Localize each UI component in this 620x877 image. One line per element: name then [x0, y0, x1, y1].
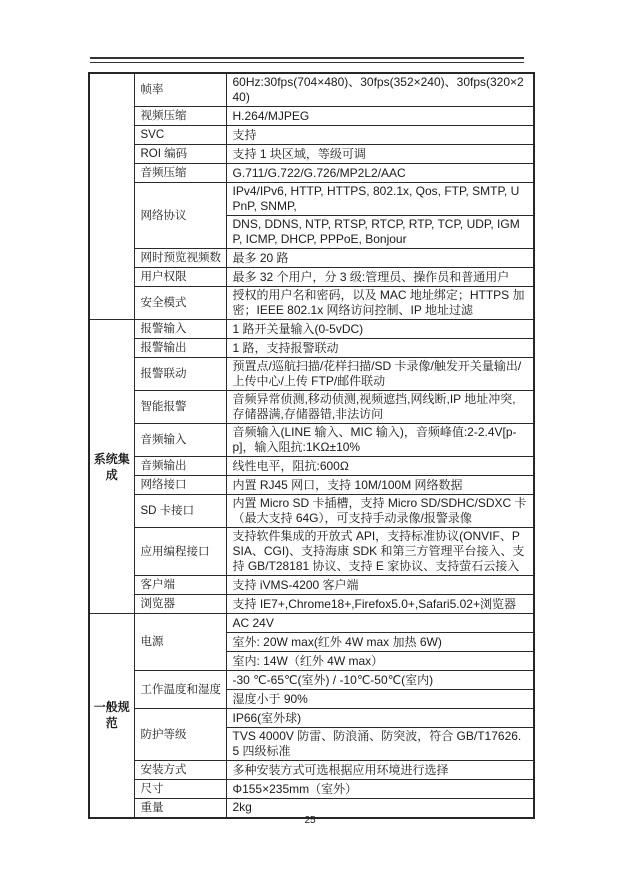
spec-name-cell: 音频输入: [134, 424, 226, 457]
spec-row: [89, 709, 534, 728]
spec-value-cell: 支持 IE7+,Chrome18+,Firefox5.0+,Safari5.02+浏览器: [226, 595, 534, 614]
spec-value-cell: 内置 Micro SD 卡插槽，支持 Micro SD/SDHC/SDXC 卡（最大支持 64G），可支持手动录像/报警录像: [226, 495, 534, 528]
spec-name-cell: SVC: [134, 126, 226, 145]
spec-value-cell: 湿度小于 90%: [226, 690, 534, 709]
spec-name-cell: 工作温度和湿度: [134, 671, 226, 709]
page-header-rule: [90, 57, 524, 63]
spec-row: [89, 476, 534, 495]
spec-name-cell: 防护等级: [134, 709, 226, 761]
spec-name-cell: 电源: [134, 614, 226, 671]
spec-row: [89, 339, 534, 358]
spec-value-cell: 授权的用户名和密码，以及 MAC 地址绑定；HTTPS 加密；IEEE 802.1x 网络访问控制、IP 地址过滤: [226, 287, 534, 320]
spec-name-cell: SD 卡接口: [134, 495, 226, 528]
spec-value-cell: 支持 1 块区域，等级可调: [226, 145, 534, 164]
spec-value-cell: 音频异常侦测,移动侦测,视频遮挡,网线断,IP 地址冲突,存储器满,存储器错,非法访问: [226, 391, 534, 424]
spec-name-cell: 安全模式: [134, 287, 226, 320]
spec-row: [89, 761, 534, 780]
spec-row: [89, 126, 534, 145]
spec-value-cell: Φ155×235mm（室外）: [226, 780, 534, 799]
spec-value-cell: 室外: 20W max(红外 4W max 加热 6W): [226, 633, 534, 652]
spec-value-cell: 60Hz:30fps(704×480)、30fps(352×240)、30fps(320×240): [226, 73, 534, 107]
spec-row: [89, 287, 534, 320]
spec-row: [89, 780, 534, 799]
spec-name-cell: 浏览器: [134, 595, 226, 614]
spec-name-cell: 客户端: [134, 576, 226, 595]
spec-row: [89, 595, 534, 614]
category-cell: [89, 73, 134, 320]
spec-name-cell: 网络接口: [134, 476, 226, 495]
spec-name-cell: 应用编程接口: [134, 528, 226, 576]
spec-value-cell: 最多 20 路: [226, 249, 534, 268]
spec-name-cell: 网络协议: [134, 183, 226, 249]
spec-name-cell: 用户权限: [134, 268, 226, 287]
spec-value-cell: TVS 4000V 防雷、防浪涌、防突波，符合 GB/T17626.5 四级标准: [226, 728, 534, 761]
spec-row: [89, 495, 534, 528]
spec-table: [88, 72, 535, 819]
spec-value-cell: 1 路，支持报警联动: [226, 339, 534, 358]
spec-row: [89, 268, 534, 287]
spec-row: [89, 320, 534, 339]
spec-row: [89, 576, 534, 595]
spec-value-cell: AC 24V: [226, 614, 534, 633]
category-cell: 一般规范: [89, 614, 134, 818]
spec-value-cell: 最多 32 个用户，分 3 级:管理员、操作员和普通用户: [226, 268, 534, 287]
spec-value-cell: 2kg: [226, 799, 534, 818]
spec-row: [89, 107, 534, 126]
spec-value-cell: 音频输入(LINE 输入、MIC 输入)，音频峰值:2-2.4V[p-p]，输入阻抗:1KΩ±10%: [226, 424, 534, 457]
spec-name-cell: 报警输入: [134, 320, 226, 339]
spec-value-cell: 内置 RJ45 网口，支持 10M/100M 网络数据: [226, 476, 534, 495]
spec-name-cell: 智能报警: [134, 391, 226, 424]
spec-value-cell: 室内: 14W（红外 4W max）: [226, 652, 534, 671]
spec-row: [89, 391, 534, 424]
spec-name-cell: 报警输出: [134, 339, 226, 358]
spec-value-cell: 线性电平，阻抗:600Ω: [226, 457, 534, 476]
spec-row: [89, 424, 534, 457]
spec-value-cell: 支持: [226, 126, 534, 145]
spec-value-cell: -30 ℃-65℃(室外) / -10℃-50℃(室内): [226, 671, 534, 690]
spec-name-cell: 尺寸: [134, 780, 226, 799]
spec-name-cell: 网时预览视频数: [134, 249, 226, 268]
spec-row: [89, 528, 534, 576]
spec-value-cell: H.264/MJPEG: [226, 107, 534, 126]
spec-row: [89, 249, 534, 268]
spec-value-cell: 预置点/巡航扫描/花样扫描/SD 卡录像/触发开关量输出/上传中心/上传 FTP/邮件联动: [226, 358, 534, 391]
spec-row: [89, 183, 534, 216]
spec-value-cell: IPv4/IPv6, HTTP, HTTPS, 802.1x, Qos, FTP, SMTP, UPnP, SNMP,: [226, 183, 534, 216]
spec-name-cell: 报警联动: [134, 358, 226, 391]
spec-row: [89, 671, 534, 690]
spec-row: [89, 358, 534, 391]
spec-value-cell: IP66(室外球): [226, 709, 534, 728]
spec-name-cell: ROI 编码: [134, 145, 226, 164]
spec-value-cell: G.711/G.722/G.726/MP2L2/AAC: [226, 164, 534, 183]
spec-value-cell: DNS, DDNS, NTP, RTSP, RTCP, RTP, TCP, UDP, IGMP, ICMP, DHCP, PPPoE, Bonjour: [226, 216, 534, 249]
spec-value-cell: 支持软件集成的开放式 API，支持标准协议(ONVIF、PSIA、CGI)、支持海康 SDK 和第三方管理平台接入、支持 GB/T28181 协议、支持 E 家协议、支持萤石云接入: [226, 528, 534, 576]
spec-value-cell: 支持 iVMS-4200 客户端: [226, 576, 534, 595]
category-cell: 系统集成: [89, 320, 134, 614]
spec-name-cell: 音频输出: [134, 457, 226, 476]
spec-name-cell: 安装方式: [134, 761, 226, 780]
spec-value-cell: 1 路开关量输入(0-5vDC): [226, 320, 534, 339]
spec-row: [89, 614, 534, 633]
spec-table-body: [89, 73, 534, 818]
spec-row: [89, 73, 534, 107]
spec-value-cell: 多种安装方式可选根据应用环境进行选择: [226, 761, 534, 780]
spec-name-cell: 音频压缩: [134, 164, 226, 183]
spec-name-cell: 重量: [134, 799, 226, 818]
spec-name-cell: 视频压缩: [134, 107, 226, 126]
spec-row: [89, 145, 534, 164]
page-number: 25: [304, 815, 316, 826]
spec-row: [89, 457, 534, 476]
spec-name-cell: 帧率: [134, 73, 226, 107]
spec-row: [89, 164, 534, 183]
